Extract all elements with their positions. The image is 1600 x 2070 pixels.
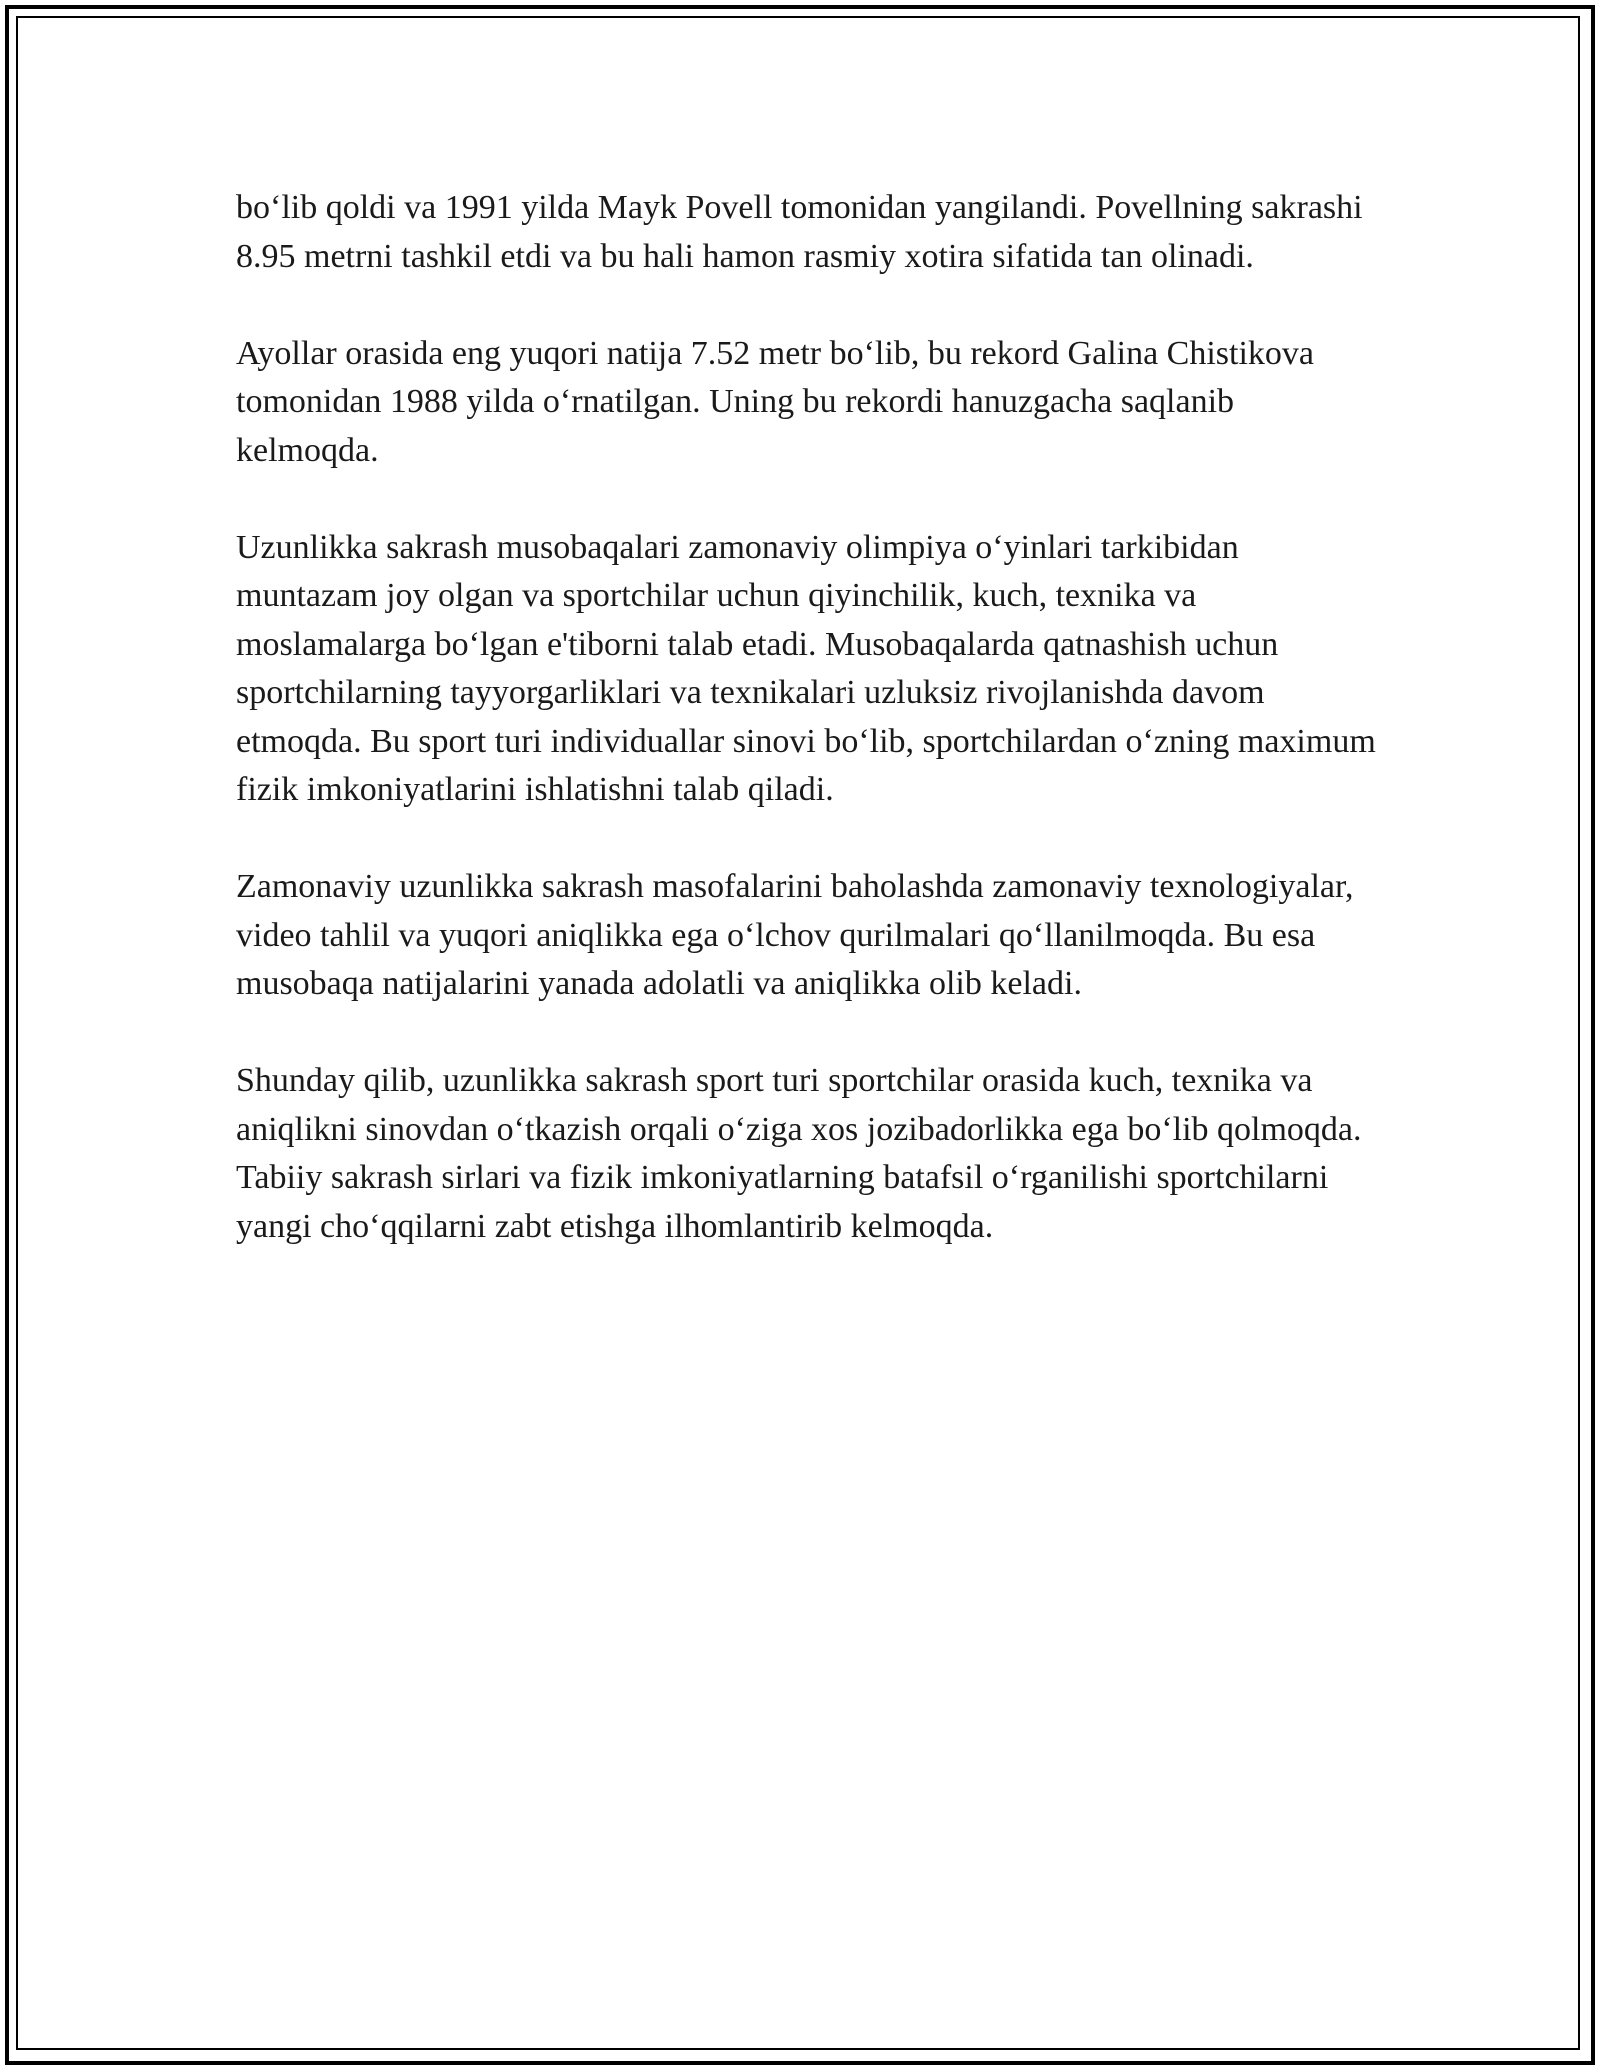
document-body [236, 184, 1376, 1300]
paragraph: bo‘lib qoldi va 1991 yilda Mayk Povell tomonidan yangilandi. Povellning sakrashi 8.95 metrni tashkil etdi va bu hali hamon rasmiy xotira sifatida tan olinadi. [236, 189, 1363, 275]
paragraph: Shunday qilib, uzunlikka sakrash sport turi sportchilar orasida kuch, texnika va aniqlikni sinovdan o‘tkazish orqali o‘ziga xos jozibadorlikka ega bo‘lib qolmoqda. Tabiiy sakrash sirlari va fizik imkoniyatlarning batafsil o‘rganilishi sportchilarni yangi cho‘qqilarni zabt etishga ilhomlantirib kelmoqda. [236, 1062, 1362, 1245]
paragraph: Ayollar orasida eng yuqori natija 7.52 metr bo‘lib, bu rekord Galina Chistikova tomonidan 1988 yilda o‘rnatilgan. Uning bu rekordi hanuzgacha saqlanib kelmoqda. [236, 334, 1315, 469]
paragraph: Uzunlikka sakrash musobaqalari zamonaviy olimpiya o‘yinlari tarkibidan muntazam joy olgan va sportchilar uchun qiyinchilik, kuch, texnika va moslamalarga bo‘lgan e'tiborni talab etadi. Musobaqalarda qatnashish uchun sportchilarning tayyorgarliklari va texnikalari uzluksiz rivojlanishda davom etmoqda. Bu sport turi individuallar sinovi bo‘lib, sportchilardan o‘zning maximum fizik imkoniyatlarini ishlatishni talab qiladi. [236, 528, 1376, 808]
paragraph: Zamonaviy uzunlikka sakrash masofalarini baholashda zamonaviy texnologiyalar, video tahlil va yuqori aniqlikka ega o‘lchov qurilmalari qo‘llanilmoqda. Bu esa musobaqa natijalarini yanada adolatli va aniqlikka olib keladi. [236, 868, 1354, 1002]
